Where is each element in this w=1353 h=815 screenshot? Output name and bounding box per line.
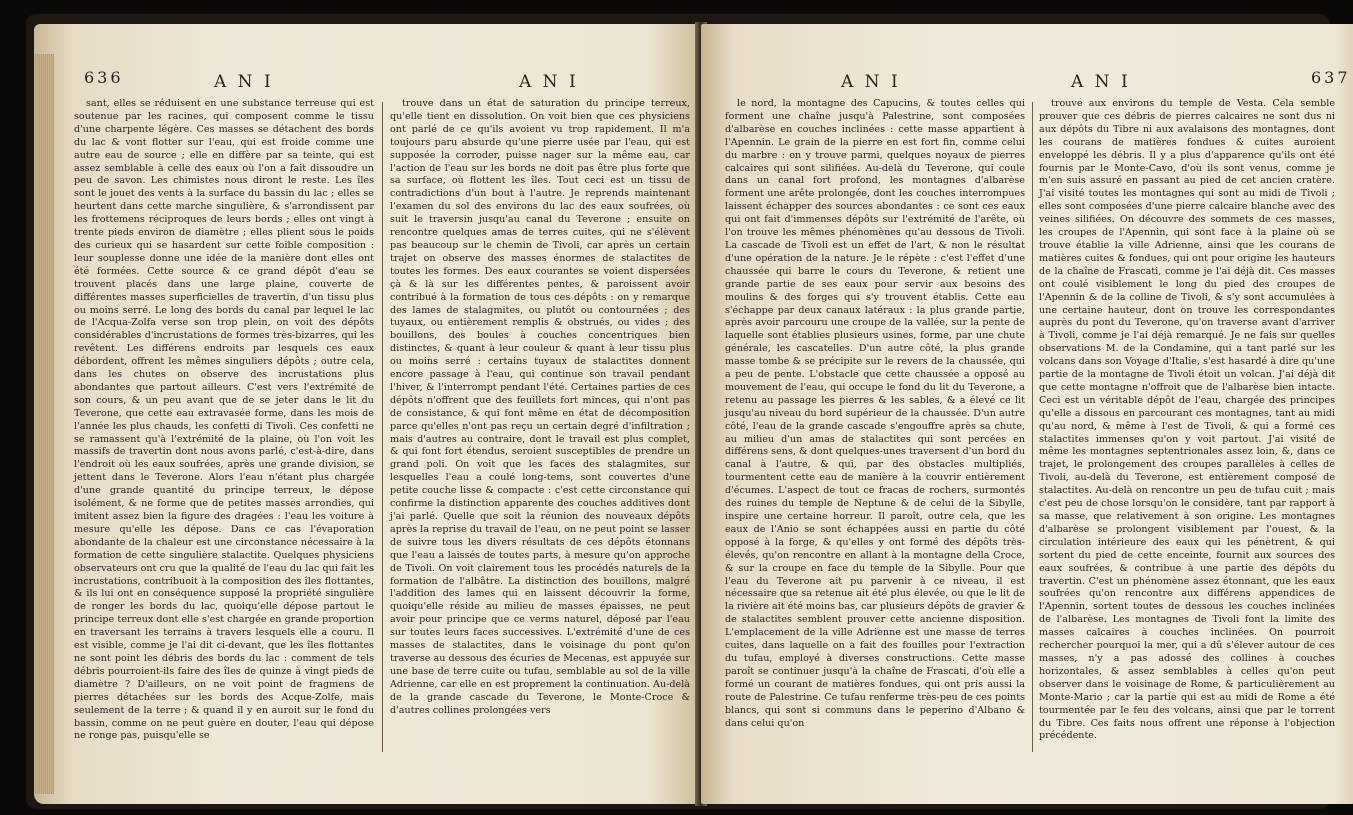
- page-edges: [34, 54, 54, 794]
- page-number: 637: [1311, 68, 1351, 87]
- text-column: [725, 98, 1025, 730]
- text-column: [1039, 98, 1335, 743]
- running-head: A N I: [214, 72, 274, 92]
- column-rule: [1032, 102, 1033, 752]
- book: [26, 14, 1351, 809]
- left-page: [34, 24, 699, 804]
- column-rule: [382, 102, 383, 752]
- running-head: A N I: [519, 72, 579, 92]
- paragraph: sant, elles se réduisent en une substance terreuse qui est soutenue par les racines, qui composent comme le tissu d'une charpente légère. Ces masses se détachent des bords du lac & vont flotter sur l'eau, qui est froide comme une autre eau de source ; elle en diffère par sa teinte, qui est assez semblable à celle des eaux où l'on a fait dissoudre un peu de savon. Les chimistes nous diront le reste. Les îles sont le jouet des vents à la surface du bassin du lac ; elles se heurtent dans cette marche singulière, & s'arrondissent par les frottemens réciproques de leurs bords ; elles ont vingt à trente pieds environ de diamètre ; elles plient sous le poids des curieux qui se hasardent sur cette foible composition : leur souplesse donne une idée de la manière dont elles ont été formées. Cette source & ce grand dépôt d'eau se trouvent placés dans une large plaine, couverte de différentes masses superficielles de travertin, d'un tissu plus ou moins serré. Le long des bords du canal par lequel le lac de l'Acqua-Zolfa verse son trop plein, on voit des dépôts considérables d'incrustations de formes très-bizarres, qui les revêtent. Les différens endroits par lesquels ces eaux débordent, offrent les mêmes singuliers dépôts ; outre cela, dans les chutes on observe des incrustations plus abondantes que partout ailleurs. C'est vers l'extrémité de son cours, & un peu avant que de se jeter dans le lit du Teverone, que cette eau extravasée forme, dans les mois de l'année les plus chauds, les confetti di Tivoli. Ces confetti ne se ramassent qu'à l'extrémité de la plaine, où l'on voit les massifs de travertin dont nous avons parlé, c'est-à-dire, dans l'endroit où les eaux soufrées, après une grande division, se jettent dans le Teverone. Alors l'eau n'étant plus chargée d'une grande quantité du principe terreux, le dépose isolément, & ne forme que de petites masses arrondies, qui imitent assez bien la figure des dragées : l'eau les voiture à mesure qu'elle les dépose. Dans ce cas l'évaporation abondante de la chaleur est une circonstance nécessaire à la formation de cette singulière stalactite. Quelques physiciens observateurs ont cru que la qualité de l'eau du lac qui fait les incrustations, contribuoit à la composition des îles flottantes, & ils lui ont en conséquence supposé la propriété singulière de ronger les bords du lac, quoiqu'elle dépose partout le principe terreux dont elle s'est chargée en grande proportion en traversant les terrains à travers lesquels elle a couru. Il est visible, comme je l'ai dit ci-devant, que les îles flottantes ne sont point les débris des bords du lac : comment de tels débris pourroient-ils faire des îles de quinze à vingt pieds de diamètre ? D'ailleurs, on ne voit point de fragmens de pierres détachées sur les bords des Acque-Zolfe, mais seulement de la terre ; & quand il y en auroit sur le fond du bassin, comme on ne peut guère en douter, l'eau qui dépose ne ronge pas, puisqu'elle se: [74, 98, 374, 742]
- text-column: [74, 98, 374, 743]
- running-head: A N I: [1071, 72, 1131, 92]
- paragraph: trouve dans un état de saturation du principe terreux, qu'elle tient en dissolution. On voit bien que ces physiciens ont parlé de ce qu'ils avoient vu trop rapidement. Il m'a toujours paru absurde qu'une pierre usée par l'eau, qui est supposée la corroder, puisse nager sur la même eau, car l'action de l'eau sur les bords ne doit pas être plus forte que sa surface, où flottent les îles. Tout ceci est un tissu de contradictions d'un bout à l'autre. Je reprends maintenant l'examen du sol des environs du lac des eaux soufrées, où suit le traversin jusqu'au canal du Teverone ; ensuite on rencontre quelques amas de terres cuites, qui ne s'élèvent pas beaucoup sur le chemin de Tivoli, car après un certain trajet on observe des masses énormes de stalactites de toutes les formes. Des eaux courantes se voient dispersées çà & là sur les différentes pentes, & paroissent avoir contribué à la formation de tous ces dépôts : on y remarque des lames de stalagmites, ou plutôt ou contournées ; des tuyaux, ou entièrement remplis & obstrués, ou vides ; des bouillons, des boules à couches concentriques bien distinctes, & quant à leur couleur & quant à leur tissu plus ou moins serré : certains tuyaux de stalactites donnent encore passage à l'eau, qui continue son travail pendant l'hiver, & l'interrompt pendant l'été. Certaines parties de ces dépôts n'offrent que des feuillets fort minces, qui n'ont pas de consistance, & qui font même en état de décomposition parce qu'elles n'ont pas reçu un certain degré d'infiltration ; mais d'autres au contraire, dont le travail est plus complet, & qui font fort étendus, seroient susceptibles de prendre un grand poli. On voit que les faces des stalagmites, sur lesquelles l'eau a coulé long-tems, sont couvertes d'une petite couche lisse & compacte : c'est cette circonstance qui confirme la distinction apparente des couches additives dont j'ai parlé. Quelle que soit la réunion des nouveaux dépôts après la reprise du travail de l'eau, on ne peut point se lasser de suivre tous les divers résultats de ces dépôts étonnans que l'eau a laissés de toutes parts, à mesure qu'on approche de Tivoli. On voit clairement tous les procédés naturels de la formation de l'albâtre. La distinction des bouillons, malgré l'addition des lames qui en laissent découvrir la forme, quoiqu'elle réside au milieu de masses épaisses, ne peut avoir pour principe que ce verms naturel, déposé par l'eau sur toutes leurs faces successives. L'extrémité d'une de ces masses de stalactites, dans le voisinage du pont qu'on traverse au dessous des écuries de Mecenas, est appuyée sur une base de terre cuite ou tufau, semblable au sol de la ville Adrienne, car elle en est proprement la continuation. Au-delà de la grande cascade du Teverone, le Monte-Croce & d'autres collines prolongées vers: [390, 98, 690, 716]
- page-number: 636: [84, 68, 124, 87]
- right-page: [701, 24, 1353, 804]
- text-column: [390, 98, 690, 718]
- right-header: [701, 68, 1353, 98]
- running-head: A N I: [841, 72, 901, 92]
- left-header: [34, 68, 699, 98]
- paragraph: trouve aux environs du temple de Vesta. Cela semble prouver que ces débris de pierres calcaires ne sont dus ni aux dépôts du Tibre ni aux avalaisons des montagnes, dont les courans de matières fondues & cuites auroient enveloppé les débris. Il y a plus d'apparence qu'ils ont été fournis par le Monte-Cavo, d'où ils sont venus, comme je m'en suis assuré en passant au pied de cet ancien cratère. J'ai visité toutes les montagnes qui sont au midi de Tivoli ; elles sont composées d'une pierre calcaire blanche avec des veines silifiées. On découvre des sommets de ces masses, les croupes de l'Apennin, qui sont face à la plaine où se trouve établie la ville Adrienne, ainsi que les courans de matières cuites & fondues, qui ont pour origine les hauteurs de la chaîne de Frascati, comme je l'ai déjà dit. Ces masses ont coulé visiblement le long du pied des croupes de l'Apennin & de la colline de Tivoli, & s'y sont accumulées à une certaine hauteur, dont on trouve les correspondantes auprès du pont du Teverone, qu'on traverse avant d'arriver à Tivoli, comme je l'ai déjà remarqué. Je ne fais sur quelles observations M. de la Condamine, qui a tant parlé sur les volcans dans son Voyage d'Italie, s'est hasardé à dire qu'une partie de la montagne de Tivoli étoit un volcan. J'ai déjà dit que cette montagne n'offroit que de l'albarèse bien intacte. Ceci est un véritable dépôt de l'eau, chargée des principes qu'elle a dissous en parcourant ces montagnes, tant au midi qu'au nord, & même à l'est de Tivoli, & qui a formé ces stalactites immenses qu'on y voit partout. J'ai visité de même les montagnes septentrionales assez loin, &, dans ce trajet, le prolongement des croupes parallèles à celles de Tivoli, au-delà du Teverone, est entièrement composé de stalactites. Au-delà on rencontre un peu de tufau cuit ; mais c'est peu de chose lorsqu'on le considère, tant par rapport à sa masse, que relativement à son origine. Les montagnes d'albarèse se prolongent visiblement par l'ouest, & la circulation intérieure des eaux qui les pénètrent, & qui sortent du pied de cette enceinte, fournit aux sources des eaux soufrées, & contribue à une partie des dépôts du travertin. C'est un phénomène assez étonnant, que les eaux soufrées qu'on rencontre aux différens appendices de l'Apennin, sortent toutes de dessous les couches inclinées de l'albarèse. Les montagnes de Tivoli font la limite des masses calcaires à couches inclinées. On pourroit rechercher pourquoi la mer, qui a dû s'élever autour de ces masses, n'y a pas adossé des collines à couches horizontales, & assez semblables à celles qu'on peut observer dans le voisinage de Rome, & particulièrement au Monte-Mario ; car la partie qui est au midi de Rome a été tourmentée par le feu des volcans, ainsi que par le torrent du Tibre. Ces faits nous offrent une réponse à l'objection précédente.: [1039, 98, 1335, 742]
- paragraph: le nord, la montagne des Capucins, & toutes celles qui forment une chaîne jusqu'à Palestrine, sont composées d'albarèse en couches inclinées : cette masse appartient à l'Apennin. Le grain de la pierre en est fort fin, comme celui du marbre : on y trouve parmi, quelques noyaux de pierres calcaires qui sont silifiées. Au-delà du Teverone, qui coule dans un canal fort profond, les montagnes d'albarèse forment une arête prolongée, dont les couches interrompues laissent échapper des sources abondantes : ce sont ces eaux qui ont fait d'immenses dépôts sur l'extrémité de l'arête, où l'on trouve les mêmes phénomènes qu'au dessous de Tivoli. La cascade de Tivoli est un effet de l'art, & non le résultat d'une opération de la nature. Je le répète : c'est l'effet d'une chaussée qui barre le cours du Teverone, & retient une grande partie de ses eaux pour servir aux besoins des moulins & des forges qui s'y trouvent établis. Cette eau s'échappe par deux canaux latéraux : la plus grande partie, après avoir parcouru une croupe de la vallée, sur la pente de laquelle sont établies plusieurs usines, forme, par une chute générale, les cascatelles. D'un autre côté, la plus grande masse tombe & se précipite sur le revers de la chaussée, qui a peu de pente. L'obstacle que cette chaussée a opposé au mouvement de l'eau, qui occupe le fond du lit du Teverone, a retenu au passage les pierres & les sables, & a élevé ce lit jusqu'au niveau du bord supérieur de la chaussée. D'un autre côté, l'eau de la grande cascade s'engouffre après sa chute, au milieu d'un amas de stalactites qui sont percées en différens sens, & dont quelques-unes traversent d'un bord du canal à l'autre, & qui, par des obstacles multipliés, tourmentent cette eau de manière à la couvrir entièrement d'écumes. L'aspect de tout ce fracas de rochers, surmontés des ruines du temple de Neptune & de celui de la Sibylle, inspire une certaine horreur. Il paroît, outre cela, que les eaux de l'Anio se sont échappées aussi en partie du côté opposé à la forge, & qu'elles y ont formé des dépôts très-élevés, qu'on rencontre en allant à la montagne della Croce, & sur la croupe en face du temple de la Sibylle. Pour que l'eau du Teverone ait pu parvenir à ce niveau, il est nécessaire que sa retenue ait été plus élevée, ou que le lit de la rivière ait été moins bas, car plusieurs dépôts de gravier & de stalactites semblent prouver cette ancienne disposition. L'emplacement de la ville Adrienne est une masse de terres cuites, dans laquelle on a fait des fouilles pour l'extraction du tufau, employé à diverses constructions. Cette masse paroît se continuer jusqu'à la chaîne de Frascati, d'où elle a formé un courant de matières fondues, qui ont pris aussi la route de Palestrine. Ce tufau renferme très-peu de ces points blancs, qui sont si communs dans le peperino d'Albano & dans celui qu'on: [725, 98, 1025, 729]
